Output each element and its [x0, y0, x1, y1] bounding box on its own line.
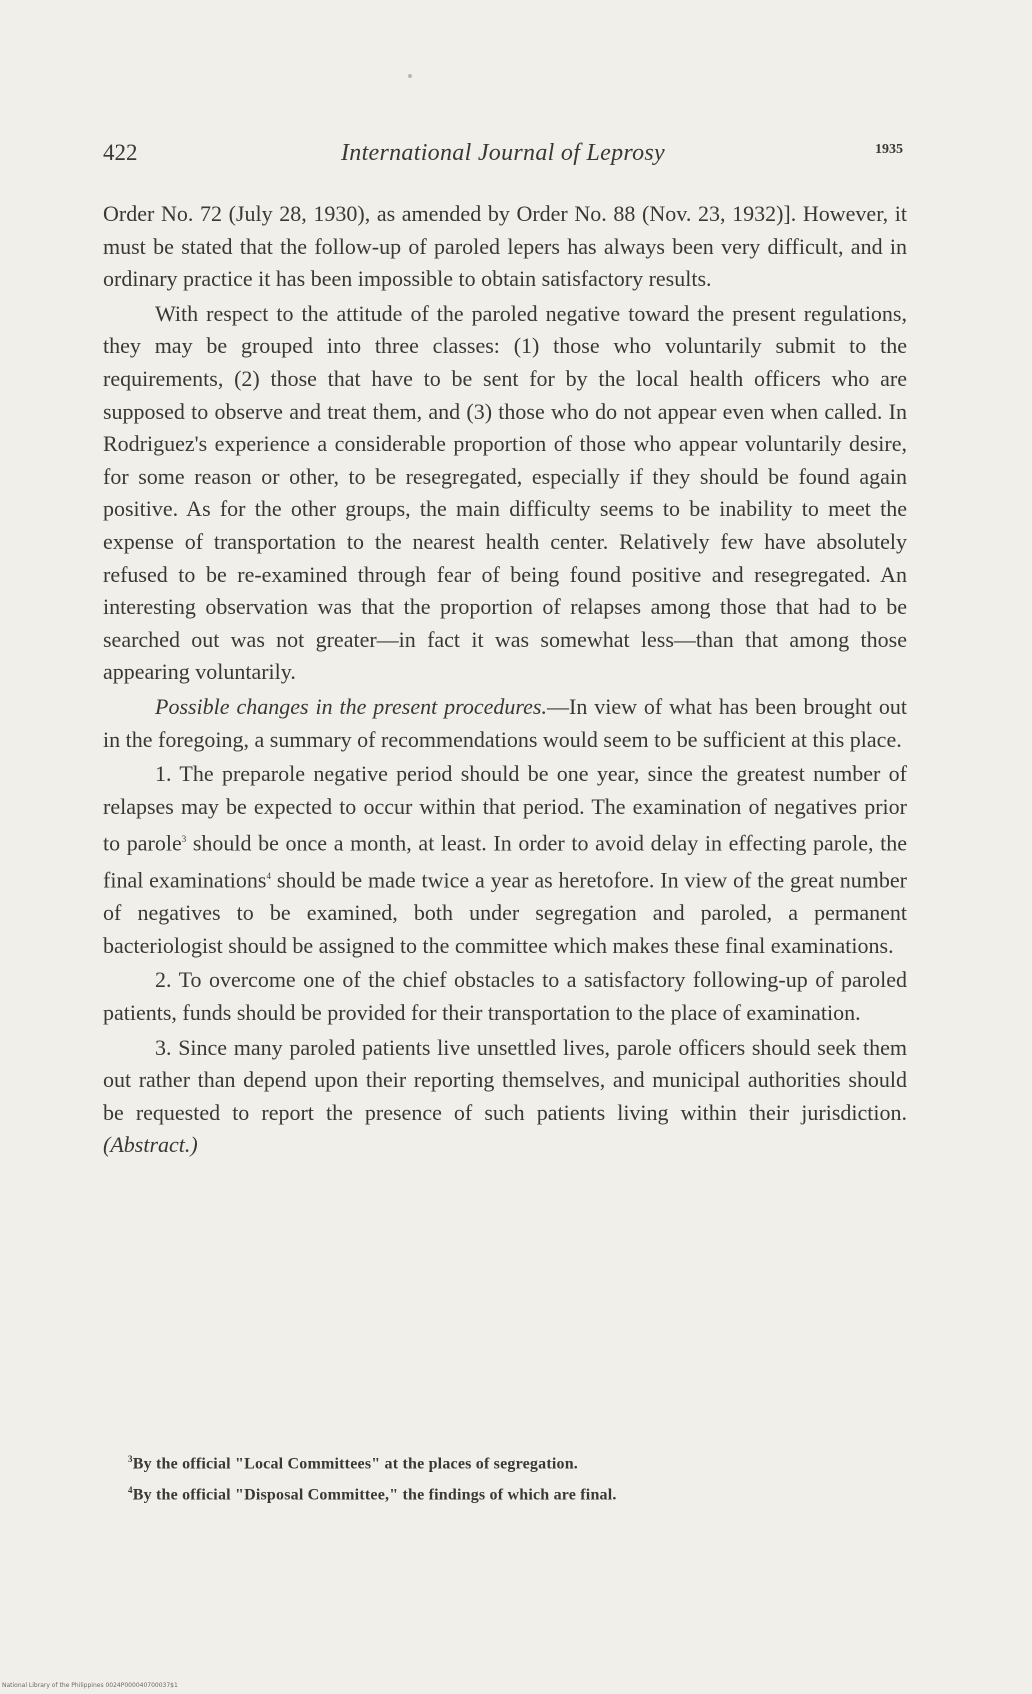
footnote-text: By the official "Disposal Committee," the findings of which are final.	[132, 1486, 617, 1504]
footnotes	[128, 1446, 908, 1509]
footnote-text: By the official "Local Committees" at the places of segregation.	[132, 1455, 578, 1473]
paragraph	[103, 1032, 907, 1162]
paragraph	[103, 964, 907, 1029]
paragraph-text: Order No. 72 (July 28, 1930), as amended by Order No. 88 (Nov. 23, 1932)]. However, it must be stated that the follow-up of paroled lepers has always been very difficult, and in ordinary practice it has been impossible to obtain satisfactory results.	[103, 201, 907, 292]
journal-title: International Journal of Leprosy	[340, 140, 666, 166]
footnote-marker: 4	[128, 1485, 133, 1496]
paragraph-text: should be made twice a year as heretofore. In view of the great number of negatives to be examined, both under segregation and paroled, a permanent bacteriologist should be assigned to the committee which makes these final examinations.	[103, 867, 907, 958]
paragraph-text: 3. Since many paroled patients live unsettled lives, parole officers should seek them out rather than depend upon their reporting themselves, and municipal authorities should be requested to report the presence of such patients living within their jurisdiction.	[103, 1034, 907, 1125]
speck-mark	[408, 74, 412, 78]
header-year: 1935	[875, 142, 903, 157]
paragraph	[103, 691, 907, 756]
footnote-ref: 4	[266, 871, 271, 882]
paragraph-text: should be once a month, at least. In order to avoid delay in effecting parole, the final examinations	[103, 830, 907, 893]
footnote	[128, 1477, 908, 1508]
paragraph-text: 2. To overcome one of the chief obstacles to a satisfactory following-up of paroled patients, funds should be provided for their transportation to the place of examination.	[103, 967, 907, 1025]
italic-text: (Abstract.)	[103, 1132, 198, 1158]
footnote-marker: 3	[128, 1454, 133, 1464]
article-body	[103, 198, 907, 1162]
paragraph-text: —In view of what has been brought out in the foregoing, a summary of recommendations would seem to be sufficient at this place.	[103, 693, 907, 752]
footnote-ref: 3	[181, 834, 187, 845]
running-header	[103, 140, 903, 180]
paragraph-text: With respect to the attitude of the paroled negative toward the present regulations, they may be grouped into three classes: (1) those who voluntarily submit to the requirements, (2) those that have to be sent for by the local health officers who are supposed to observe and treat them, and (3) those who do not appear even when called. In Rodriguez's experience a considerable proportion of those who appear voluntarily desire, for some reason or other, to be resegregated, especially if they should be found again positive. As for the other groups, the main difficulty seems to be inability to meet the expense of transportation to the nearest health center. Relatively few have absolutely refused to be re-examined through fear of being found positive and resegregated. An interesting observation was that the proportion of relapses among those that had to be searched out was not greater—in fact it was somewhat less—than that among those appearing voluntarily.	[103, 300, 907, 685]
archive-stamp: National Library of the Philippines 0024P000040700037$1	[2, 1682, 178, 1689]
paragraph-text: 1. The preparole negative period should be one year, since the greatest number of relapses may be expected to occur within that period. The examination of negatives prior to parole	[103, 761, 907, 856]
footnote	[128, 1446, 908, 1477]
paragraph	[103, 298, 907, 689]
paragraph	[103, 758, 907, 962]
paragraph	[103, 198, 907, 296]
italic-text: Possible changes in the present procedures.	[155, 693, 547, 719]
page-number: 422	[103, 140, 138, 165]
